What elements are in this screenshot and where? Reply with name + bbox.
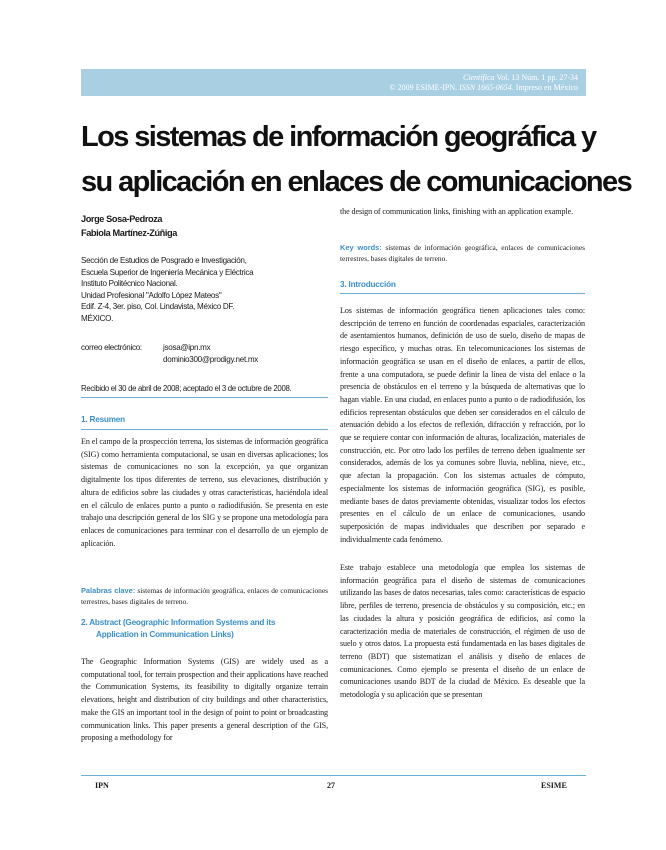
article-title-line-1: Los sistemas de información geográfica y bbox=[81, 121, 596, 153]
affiliation-line: Escuela Superior de Ingeniería Mecánica y Eléctrica bbox=[81, 267, 254, 277]
divider bbox=[81, 397, 328, 398]
divider bbox=[340, 293, 585, 294]
affiliation-line: Instituto Politécnico Nacional. bbox=[81, 279, 178, 289]
abstract-text-continued: the design of communication links, finishing with an application example. bbox=[340, 207, 573, 216]
affiliation-line: Edif. Z-4, 3er. piso, Col. Lindavista, México DF. bbox=[81, 302, 235, 312]
journal-issn: ISSN 1665-0654. bbox=[457, 83, 514, 92]
author-name: Jorge Sosa-Pedroza bbox=[81, 214, 163, 224]
abstract-heading-line: Application in Communication Links) bbox=[96, 630, 234, 639]
abstract-keywords bbox=[340, 242, 585, 264]
article-title-line-2: su aplicación en enlaces de comunicaciones bbox=[81, 166, 632, 198]
email-address: jsosa@ipn.mx bbox=[163, 343, 211, 352]
page-number: 27 bbox=[327, 781, 335, 790]
introduccion-para-2: Este trabajo establece una metodología que emplea los sistemas de información geográfica para el diseño de sistemas de comunicaciones utilizando las bases de datos necesarias, tales como: características de espacio libre, perfiles de terreno, presencia de obstáculos y su composición, etc.; en las ciudades la altura y posición geográfica de edificios, así como la caracterización media de materiales de construcción, el régimen de uso de suelo y otros datos. La propuesta está fundamentada en las bases digitales de terreno (BDT) que sistematizan el análisis y diseño de enlaces de comunicaciones. Como ejemplo se presenta el diseño de un enlace de comunicaciones usando BDT de la ciudad de México. Es deseable que la metodología y su aplicación que se presentan bbox=[340, 563, 585, 700]
introduccion-para-1: Los sistemas de información geográfica tienen aplicaciones tales como: descripción de terreno en función de coordenadas espaciales, caracterización de asentamientos humanos, definición de uso de suelo, diseño de mapas de riesgo específico, y muchas otras. En telecomunicaciones los sistemas de información geográfica se usan en el diseño de enlaces, a partir de ellos, frente a una computadora, se puede definir la línea de vista del enlace o la presencia de obstáculos en el terreno y la búsqueda de alternativas que lo hagan viable. En una ciudad, en enlaces punto a punto o de radiodifusión, los edificios representan obstáculos que deben ser considerados en el cálculo de atenuación debido a los efectos de reflexión, difracción y refracción, por lo que se requiere contar con información de alturas, localización, materiales de construcción, etc. Por otro lado los perfiles de terreno deben igualmente ser considerados, además de los ya comunes sobre lluvia, neblina, nieve, etc., que afectan la propagación. Con los sistemas actuales de cómputo, especialmente los sistemas de información geográfica (SIG), es posible, mediante bases de datos previamente obtenidas, visualizar todos los efectos presentes en el cálculo de un enlace de comunicaciones, usando superposición de mapas individuales que describen por separado e individualmente cada fenómeno. bbox=[340, 306, 585, 544]
journal-printed: Impreso en México bbox=[513, 83, 578, 92]
keywords-label: Palabras clave: bbox=[81, 586, 136, 595]
abstract-heading bbox=[81, 617, 328, 641]
footer-right: ESIME bbox=[541, 781, 567, 790]
keywords-text: sistemas de información geográfica, enlaces de comunicaciones terrestres, bases digitales de terreno. bbox=[340, 243, 586, 263]
journal-copyright-line bbox=[389, 83, 578, 92]
abstract-text: The Geographic Information Systems (GIS) are widely used as a computational tool, for terrain prospection and their applications have reached the Communication Systems, its feasibility to digitally organize terrain elevations, height and distribution of city buildings and other characteristics, make the GIS an important tool in the design of point to point or broadcasting communication links. This paper presents a general description of the GIS, proposing a methodology for bbox=[81, 657, 328, 743]
received-date: Recibido el 30 de abril de 2008; aceptado el 3 de octubre de 2008. bbox=[81, 384, 292, 393]
affiliation-line: Sección de Estudios de Posgrado e Investigación, bbox=[81, 256, 247, 265]
resumen-text: En el campo de la prospección terrena, los sistemas de información geográfica (SIG) como herramienta computacional, se usan en diversas aplicaciones; los sistemas de comunicaciones no son la excepción, ya que organizan digitalmente los tipos diferentes de terreno, sus elevaciones, distribución y altura de edificios sobre las ciudades y otras características, haciéndola ideal en el cálculo de enlaces punto a punto o radiodifusión. Se presenta en este trabajo una descripción general de los SIG y se propone una metodología para enlaces de comunicaciones para terminar con el desarrollo de un ejemplo de aplicación. bbox=[81, 437, 328, 548]
affiliation-line: Unidad Profesional "Adolfo López Mateos" bbox=[81, 290, 222, 300]
journal-header-box bbox=[81, 69, 586, 96]
keywords-text: sistemas de información geográfica, enlaces de comunicaciones terrestres, bases digitales de terreno. bbox=[81, 586, 328, 606]
introduccion-heading: 3. Introducción bbox=[340, 280, 396, 289]
author-name: Fabiola Martínez-Zúñiga bbox=[81, 228, 177, 238]
journal-volume: Vol. 13 Núm. 1 pp. 27-34 bbox=[494, 73, 578, 82]
footer-divider bbox=[81, 775, 586, 776]
journal-citation bbox=[463, 73, 578, 82]
journal-copyright: © 2009 ESIME-IPN. bbox=[389, 83, 458, 92]
email-label: correo electrónico: bbox=[81, 343, 142, 352]
affiliation-line: MÉXICO. bbox=[81, 313, 114, 323]
resumen-heading: 1. Resumen bbox=[81, 415, 125, 424]
abstract-heading-line: 2. Abstract (Geographic Information Systems and its bbox=[81, 618, 276, 627]
journal-name: Científica bbox=[462, 73, 495, 82]
divider bbox=[81, 429, 328, 430]
authors bbox=[81, 212, 328, 240]
affiliation bbox=[81, 255, 328, 325]
keywords-label: Key words: bbox=[340, 243, 382, 252]
resumen-keywords bbox=[81, 585, 328, 607]
email-address: dominio300@prodigy.net.mx bbox=[163, 354, 259, 364]
footer-left: IPN bbox=[95, 781, 109, 790]
